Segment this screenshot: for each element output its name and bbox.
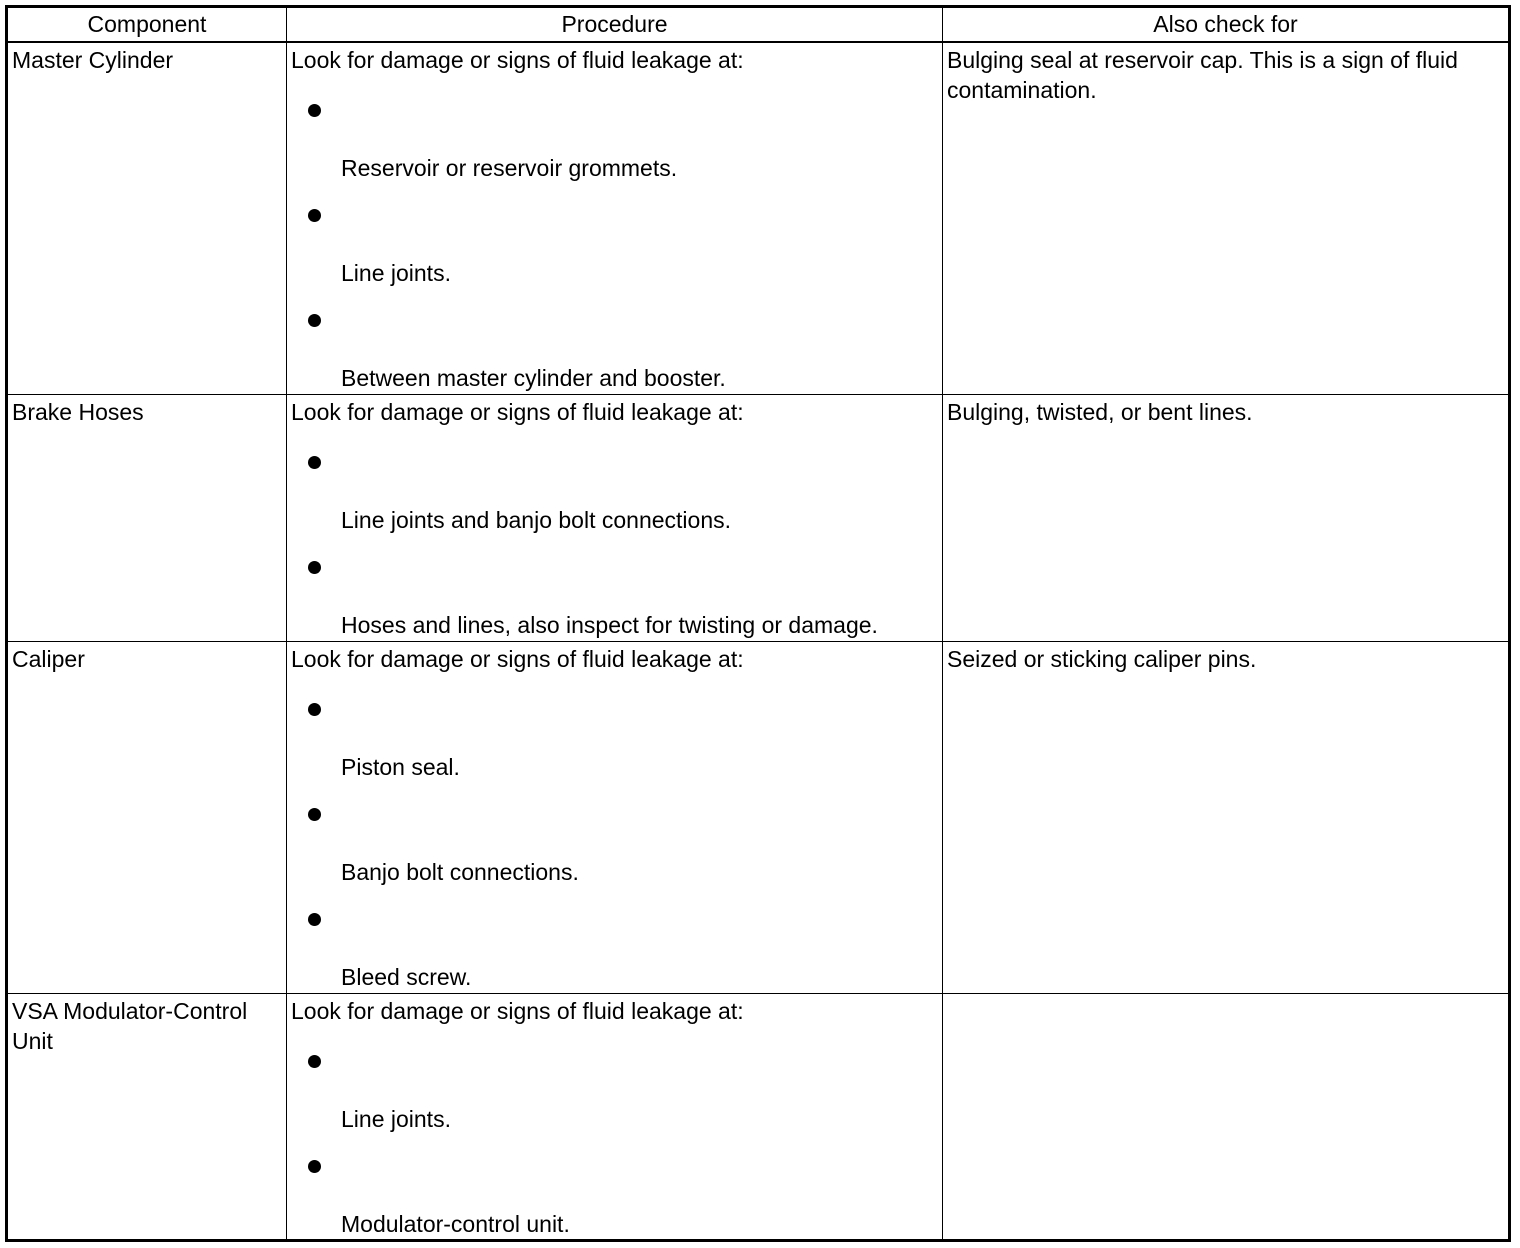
bullet-icon	[308, 1055, 321, 1068]
list-item-text: Line joints.	[341, 1105, 451, 1132]
list-item	[291, 532, 938, 637]
procedure-intro: Look for damage or signs of fluid leakage at:	[291, 398, 744, 425]
bullet-icon	[308, 209, 321, 222]
list-item-text: Line joints.	[341, 260, 451, 286]
bullet-icon	[308, 703, 321, 716]
procedure-cell	[287, 641, 943, 993]
table-row	[7, 42, 1510, 394]
component-cell: Caliper	[7, 641, 287, 993]
component-cell: Master Cylinder	[7, 42, 287, 394]
list-item-text: Bleed screw.	[341, 963, 472, 990]
list-item	[291, 180, 938, 285]
procedure-list	[291, 1026, 938, 1236]
list-item-text: Hoses and lines, also inspect for twisting or damage.	[341, 611, 878, 638]
list-item	[291, 1131, 938, 1236]
also-check-cell: Bulging, twisted, or bent lines.	[943, 394, 1510, 641]
component-cell: Brake Hoses	[7, 394, 287, 641]
list-item-text: Piston seal.	[341, 753, 460, 780]
list-item-text: Line joints and banjo bolt connections.	[341, 506, 732, 533]
procedure-list	[291, 674, 938, 989]
bullet-icon	[308, 913, 321, 926]
list-item-text: Modulator-control unit.	[341, 1210, 570, 1237]
table-row	[7, 394, 1510, 641]
component-cell: VSA Modulator-Control Unit	[7, 993, 287, 1240]
bullet-icon	[308, 808, 321, 821]
list-item	[291, 674, 938, 779]
procedure-list	[291, 75, 938, 390]
list-item	[291, 75, 938, 180]
procedure-intro: Look for damage or signs of fluid leakage at:	[291, 645, 744, 672]
procedure-list	[291, 427, 938, 637]
header-row	[7, 7, 1510, 43]
table-row	[7, 641, 1510, 993]
list-item	[291, 884, 938, 989]
header-also-check: Also check for	[943, 7, 1510, 43]
list-item-text: Between master cylinder and booster.	[341, 365, 726, 391]
also-check-cell	[943, 993, 1510, 1240]
inspection-table	[5, 5, 1511, 1242]
bullet-icon	[308, 314, 321, 327]
also-check-cell: Bulging seal at reservoir cap. This is a sign of fluid contamination.	[943, 42, 1510, 394]
list-item	[291, 285, 938, 390]
also-check-cell: Seized or sticking caliper pins.	[943, 641, 1510, 993]
procedure-intro: Look for damage or signs of fluid leakage at:	[291, 997, 744, 1024]
bullet-icon	[308, 456, 321, 469]
table-row	[7, 993, 1510, 1240]
list-item	[291, 779, 938, 884]
procedure-cell	[287, 42, 943, 394]
header-component: Component	[7, 7, 287, 43]
list-item	[291, 1026, 938, 1131]
list-item-text: Banjo bolt connections.	[341, 858, 579, 885]
bullet-icon	[308, 1160, 321, 1173]
list-item-text: Reservoir or reservoir grommets.	[341, 155, 678, 181]
bullet-icon	[308, 561, 321, 574]
procedure-intro: Look for damage or signs of fluid leakage at:	[291, 47, 744, 73]
bullet-icon	[308, 104, 321, 117]
list-item	[291, 427, 938, 532]
header-procedure: Procedure	[287, 7, 943, 43]
procedure-cell	[287, 394, 943, 641]
procedure-cell	[287, 993, 943, 1240]
